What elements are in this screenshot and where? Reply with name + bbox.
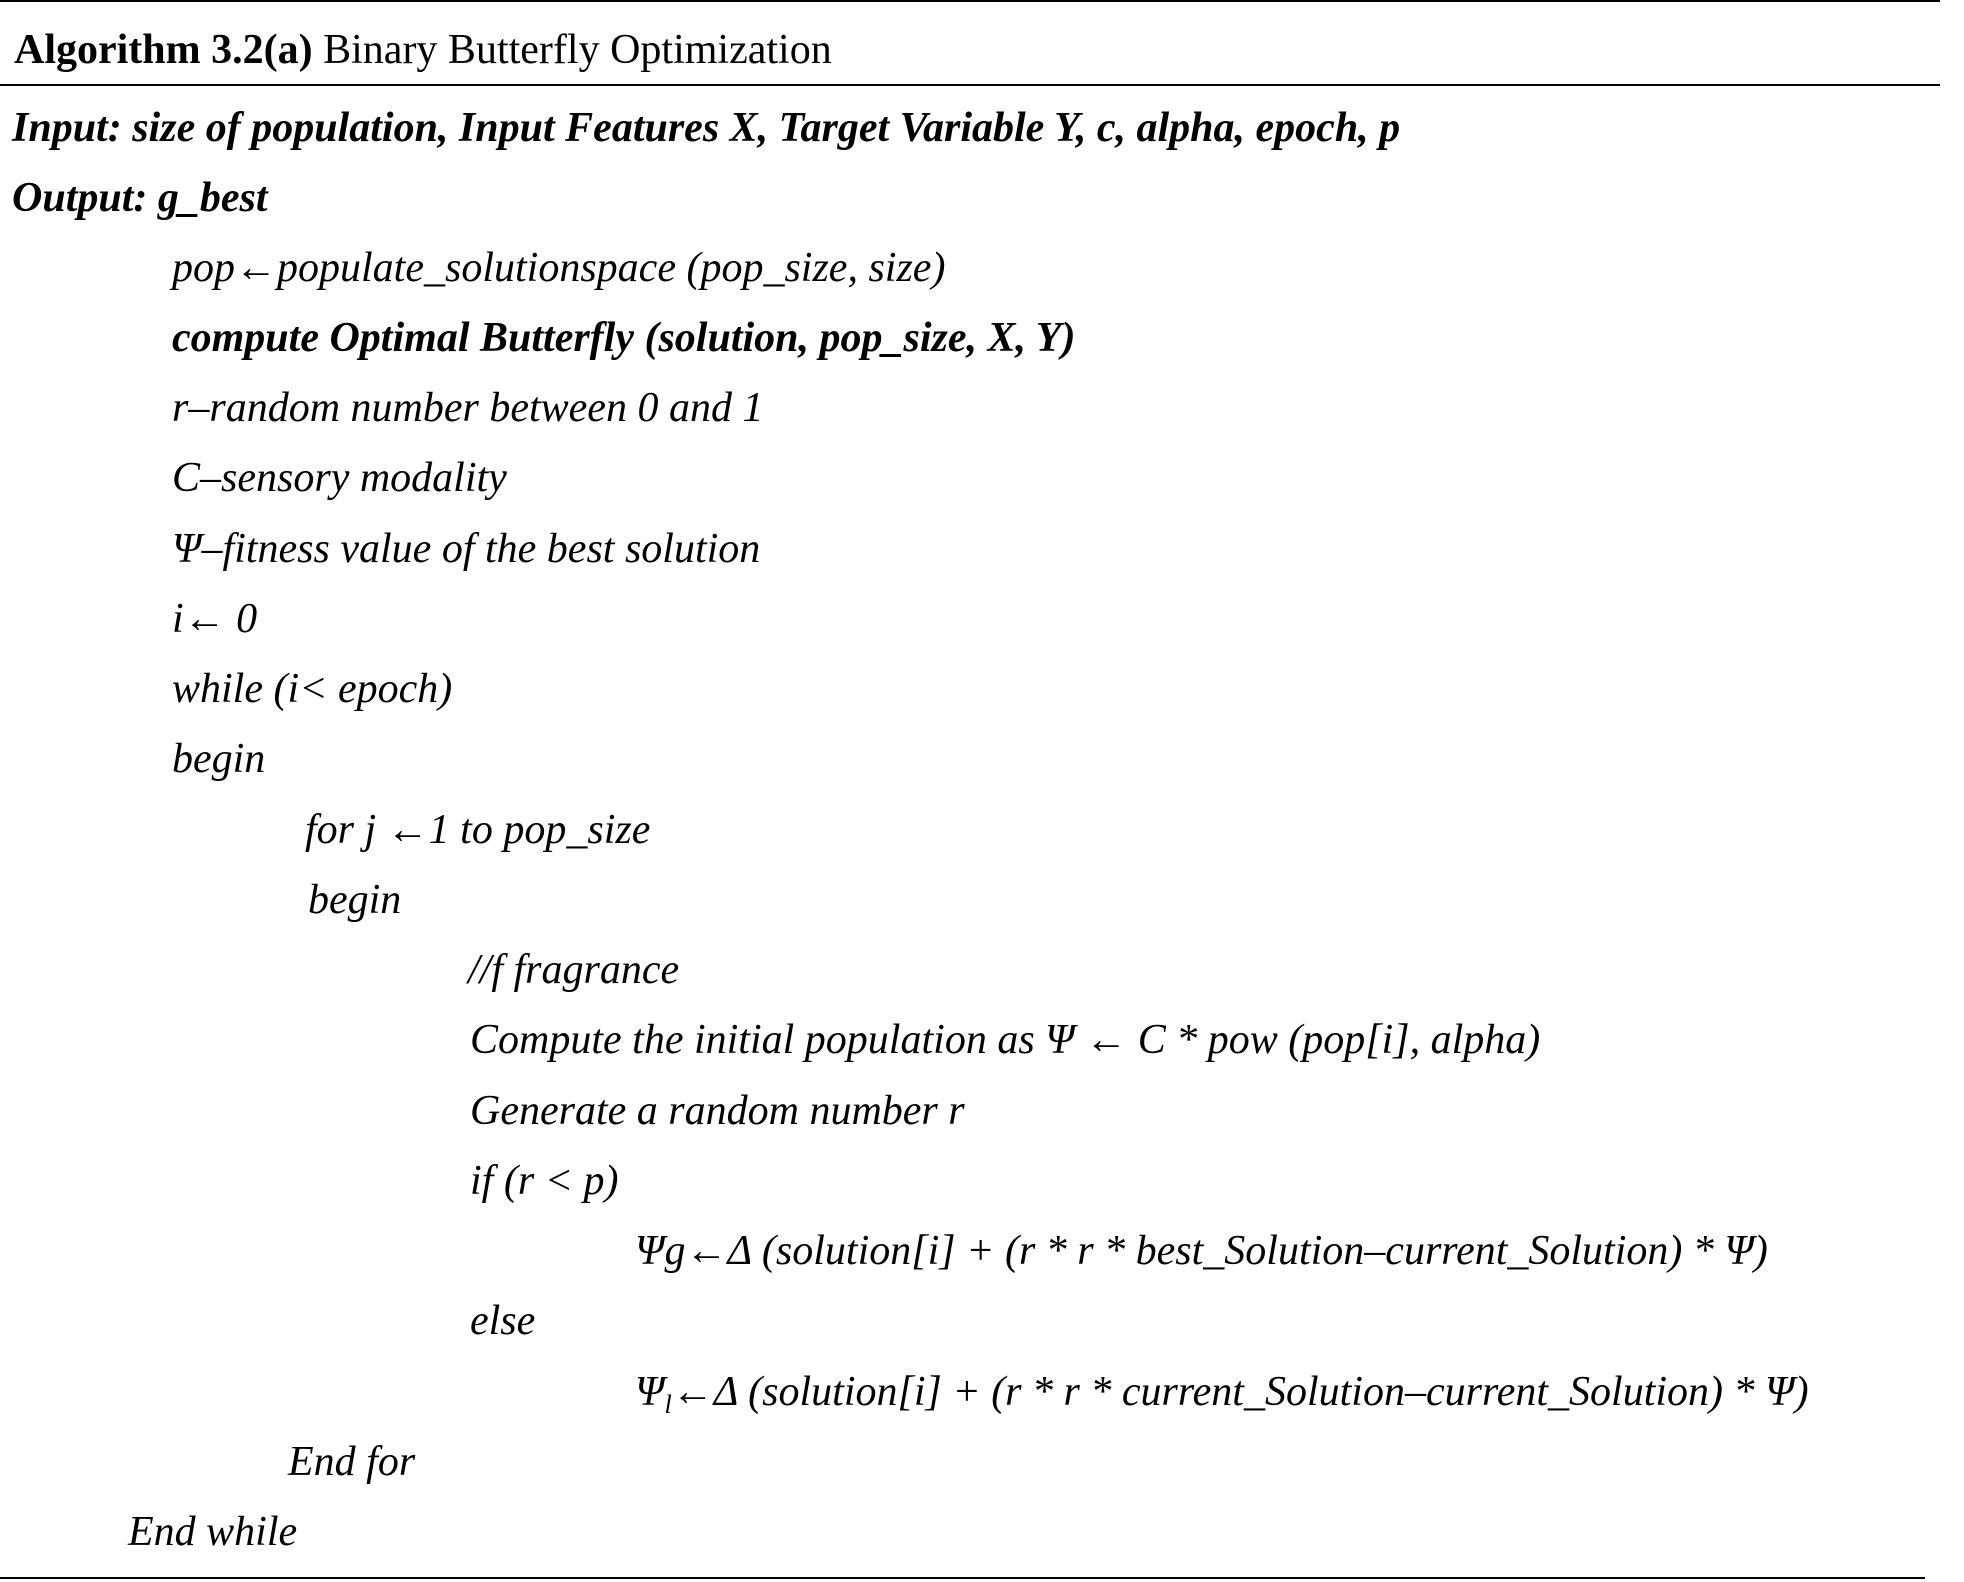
algo-line-4: C–sensory modality [172,455,507,501]
algo-line-12: Compute the initial population as Ψ ← C * pow (pop[i], alpha) [470,1017,1541,1063]
algo-line-6: i← 0 [172,596,258,642]
algo-line-8: begin [172,736,266,782]
algo-line-5: Ψ–fitness value of the best solution [172,526,761,572]
algo-line-7: while (i< epoch) [172,666,453,712]
algo-line-14: if (r < p) [470,1158,619,1204]
algo-line-15: Ψg←Δ (solution[i] + (r * r * best_Solution–current_Solution) * Ψ) [635,1228,1768,1274]
algo-line-17-rest: ←Δ (solution[i] + (r * r * current_Solution–current_Solution) * Ψ) [671,1369,1809,1415]
algo-line-10: begin [308,877,402,923]
algo-line-9: for j ←1 to pop_size [305,807,651,853]
algorithm-caption [14,22,832,78]
top-rule [0,0,1940,2]
algo-line-3: r–random number between 0 and 1 [172,385,764,431]
algorithm-title: Binary Butterfly Optimization [323,27,832,73]
psi-subscript: l [664,1390,672,1419]
algo-line-1: pop←populate_solutionspace (pop_size, size) [172,245,946,291]
output-line: Output: g_best [12,175,268,221]
algo-line-16: else [470,1298,536,1344]
algo-line-2: compute Optimal Butterfly (solution, pop_size, X, Y) [172,315,1076,361]
algo-line-17 [635,1364,1809,1420]
algo-line-18: End for [288,1439,416,1485]
input-line: Input: size of population, Input Features X, Target Variable Y, c, alpha, epoch, p [12,105,1401,151]
algo-line-13: Generate a random number r [470,1088,965,1134]
algo-line-11: //f fragrance [468,947,680,993]
bottom-rule [0,1577,1925,1579]
psi-symbol: Ψ [635,1369,665,1415]
caption-rule [0,84,1940,86]
algo-line-19: End while [128,1509,298,1555]
algorithm-label: Algorithm 3.2(a) [14,27,313,73]
